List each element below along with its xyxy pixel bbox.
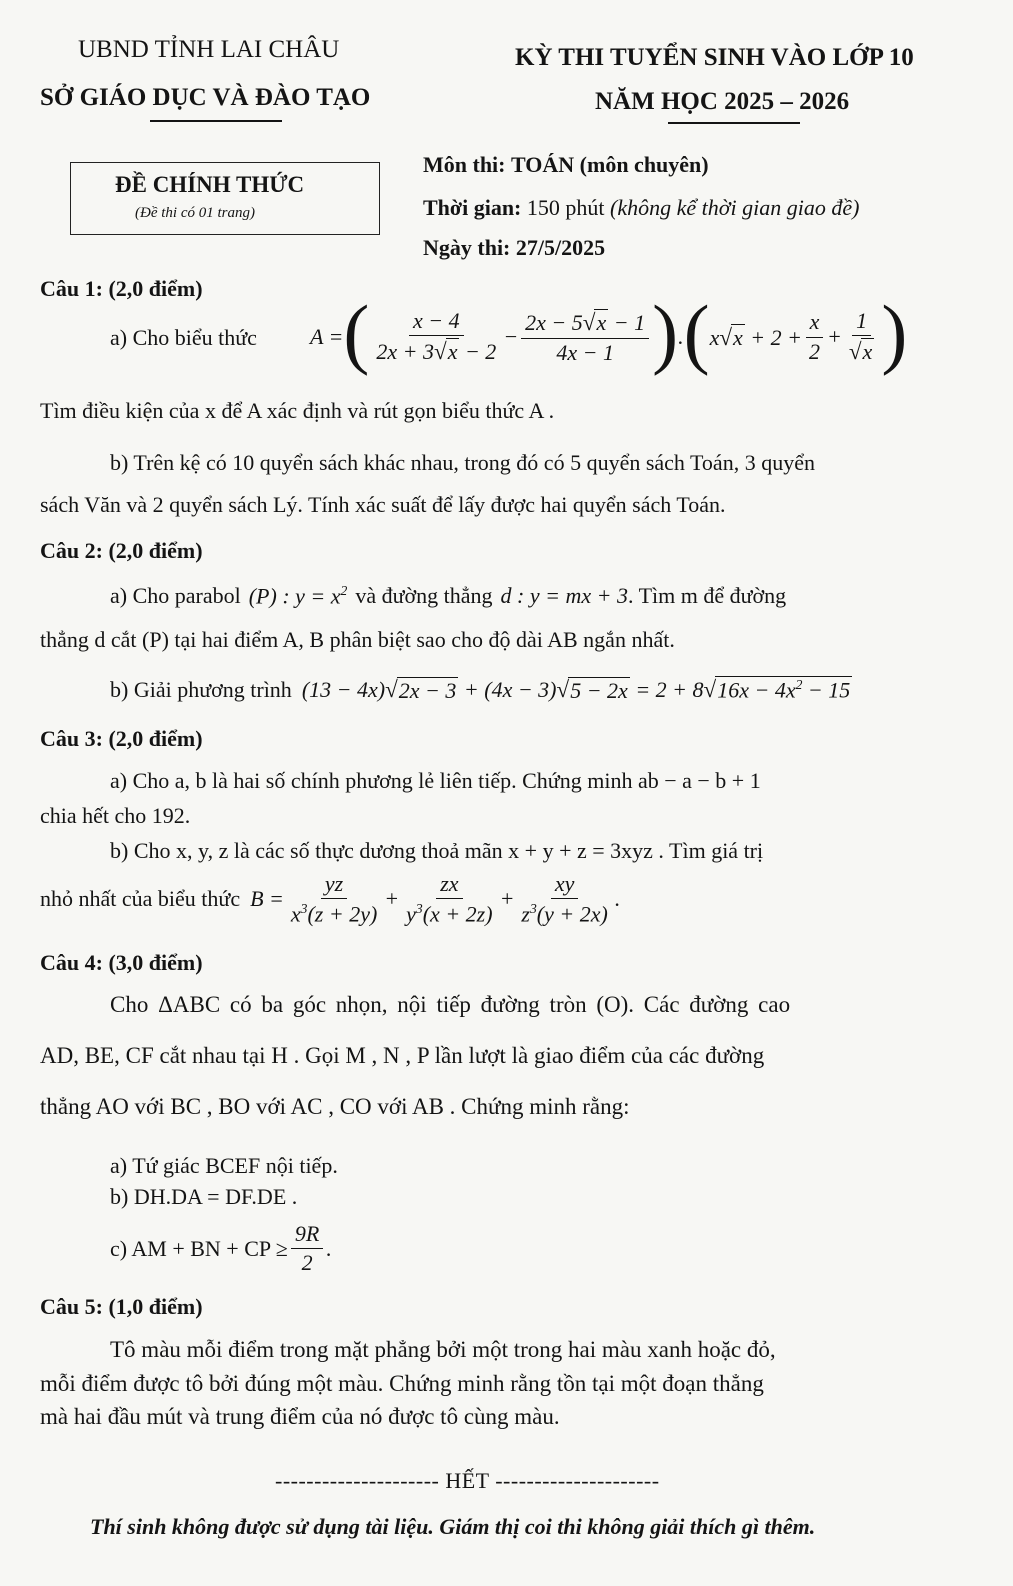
q4b: b) DH.DA = DF.DE . [110, 1184, 298, 1209]
official-title: ĐỀ CHÍNH THỨC [115, 172, 305, 197]
header-right-underline [668, 122, 800, 124]
q2b-line [110, 676, 852, 703]
exam-title: KỲ THI TUYỂN SINH VÀO LỚP 10 [515, 44, 914, 71]
q4c-line [110, 1222, 332, 1275]
q3a-line1: a) Cho a, b là hai số chính phương lẻ liên tiếp. Chứng minh ab − a − b + 1 [110, 768, 761, 793]
q5-line2: mỗi điểm được tô bởi đúng một màu. Chứng minh rằng tồn tại một đoạn thẳng [40, 1371, 764, 1396]
q2a-mid: và đường thẳng [355, 583, 493, 609]
q4-line3: thẳng AO với BC , BO với AC , CO với AB . Chứng minh rằng: [40, 1094, 630, 1119]
time-label: Thời gian: [423, 195, 522, 220]
q5-heading: Câu 5: (1,0 điểm) [40, 1294, 203, 1319]
subject-label: Môn thi: [423, 152, 506, 177]
q2b-equation: (13 − 4x) √ 2x − 3 + (4x − 3) √ 5 − 2x = 2 + 8 √ $16x - 4x^2 - 15$ [301, 676, 851, 703]
q4c-fraction: $\frac{9R}{2}$ . [288, 1222, 332, 1275]
q1a-prefix: a) Cho biểu thức [110, 325, 257, 350]
education-office-name: SỞ GIÁO DỤC VÀ ĐÀO TẠO [40, 84, 371, 111]
date-line [423, 235, 605, 261]
q1a-expression: A = ( x − 4 2x + 3 √ x − 2 − 2x − 5 √ x − 1 4x − 1 ) . ( x √ x + 2 + $\frac{x}{2}$ + 1 √ x ) [310, 289, 908, 376]
footer-note: Thí sinh không được sử dụng tài liệu. Giám thị coi thi không giải thích gì thêm. [90, 1514, 816, 1539]
q4-line2: AD, BE, CF cắt nhau tại H . Gọi M , N , P lần lượt là giao điểm của các đường [40, 1043, 765, 1068]
q4c-prefix: c) AM + BN + CP ≥ [110, 1235, 288, 1261]
time-note: (không kể thời gian giao đề) [610, 195, 860, 220]
school-year: NĂM HỌC 2025 – 2026 [595, 88, 850, 115]
q3b-line1: b) Cho x, y, z là các số thực dương thoả mãn x + y + z = 3xyz . Tìm giá trị [110, 838, 764, 863]
q1a-task: Tìm điều kiện của x để A xác định và rút gọn biểu thức A . [40, 398, 555, 423]
q5-line1: Tô màu mỗi điểm trong mặt phẳng bởi một trong hai màu xanh hoặc đỏ, [110, 1337, 776, 1362]
department-name: UBND TỈNH LAI CHÂU [78, 36, 340, 63]
header-left-underline [150, 120, 282, 122]
q2-heading: Câu 2: (2,0 điểm) [40, 538, 203, 563]
date-value: 27/5/2025 [515, 235, 606, 260]
q3-heading: Câu 3: (2,0 điểm) [40, 726, 203, 751]
q2a-line1 [110, 583, 786, 609]
q2b-prefix: b) Giải phương trình [110, 676, 292, 702]
page-count-note: (Đề thi có 01 trang) [135, 205, 255, 221]
q2a-line2: thẳng d cắt (P) tại hai điểm A, B phân biệt sao cho độ dài AB ngắn nhất. [40, 627, 675, 652]
q2a-start: a) Cho parabol [110, 583, 241, 609]
q5-line3: mà hai đầu mút và trung điểm của nó được tô cùng màu. [40, 1404, 560, 1429]
q3b-line2 [40, 872, 620, 927]
date-label: Ngày thi: [423, 235, 511, 260]
time-value: 150 phút [526, 195, 605, 220]
q4-line1: Cho ΔABC có ba góc nhọn, nội tiếp đường tròn (O). Các đường cao [110, 992, 791, 1017]
subject-line [423, 152, 709, 178]
parabol-equation: (P) : $y = x^2$ [248, 583, 348, 609]
q1-heading: Câu 1: (2,0 điểm) [40, 276, 203, 301]
line-equation: d : y = mx + 3 [500, 583, 628, 609]
q3b-prefix: nhỏ nhất của biểu thức [40, 886, 241, 912]
q3b-expression: B = $\frac{yz}{x^3(z + 2y)}$ + $\frac{zx}{y^3(x + 2z)}$ + $\frac{xy}{z^3(y + 2x)}$ . [250, 871, 621, 927]
subject-value: TOÁN (môn chuyên) [511, 152, 709, 177]
q4a: a) Tứ giác BCEF nội tiếp. [110, 1153, 338, 1178]
time-line [423, 195, 859, 221]
q3a-line2: chia hết cho 192. [40, 803, 191, 828]
q4-heading: Câu 4: (3,0 điểm) [40, 950, 203, 975]
q1b-line2: sách Văn và 2 quyển sách Lý. Tính xác suất để lấy được hai quyển sách Toán. [40, 492, 726, 517]
q1b-line1: b) Trên kệ có 10 quyển sách khác nhau, trong đó có 5 quyển sách Toán, 3 quyển [110, 450, 815, 475]
q2a-end: . Tìm m để đường [627, 583, 787, 609]
end-mark: --------------------- HẾT --------------------- [275, 1468, 660, 1493]
